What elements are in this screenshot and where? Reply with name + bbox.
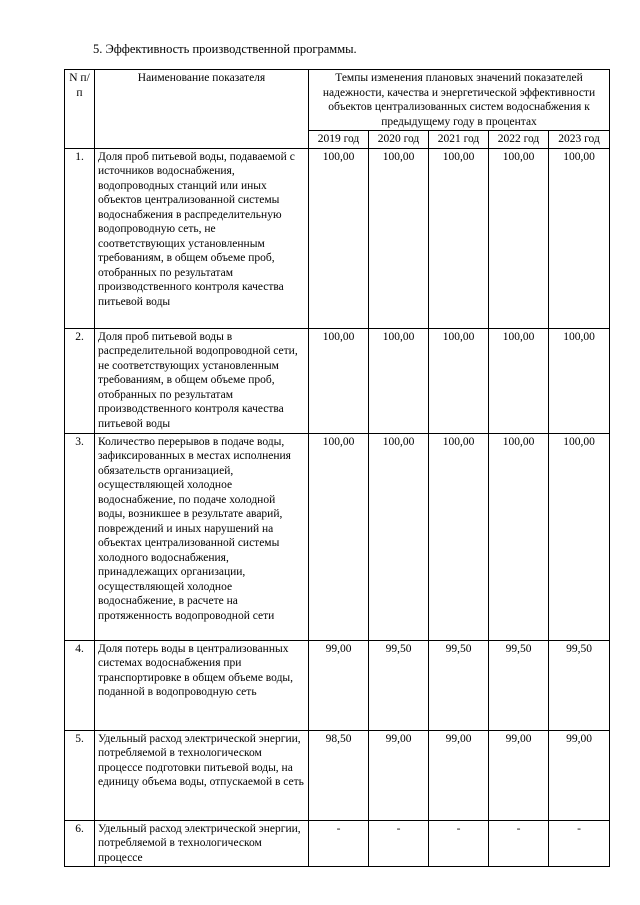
- value-cell: 98,50: [309, 730, 369, 820]
- indicator-name: Доля проб питьевой воды, подаваемой с источников водоснабжения, водопроводных станций или иных объектов централизованной системы водоснабжения в распределительную водопроводную сеть, не соответствующих установленным требованиям, в общем объеме проб, отобранных по результатам производственного контроля качества питьевой воды: [95, 148, 309, 328]
- row-number: 4.: [65, 640, 95, 730]
- indicator-name: Доля потерь воды в централизованных системах водоснабжения при транспортировке в общем объеме воды, поданной в водопроводную сеть: [95, 640, 309, 730]
- indicator-name: Количество перерывов в подаче воды, зафиксированных в местах исполнения обязательств организацией, осуществляющей холодное водоснабжение, по подаче холодной воды, возникшее в результате аварий, повреждений и иных нарушений на объектах централизованной системы холодного водоснабжения, принадлежащих организации, осуществляющей холодное водоснабжение, в расчете на протяженность водопроводной сети: [95, 433, 309, 640]
- value-cell: 100,00: [549, 433, 610, 640]
- column-header-number: N п/п: [65, 70, 95, 149]
- column-header-year: 2023 год: [549, 131, 610, 149]
- table-row: [65, 148, 610, 328]
- indicator-name: Удельный расход электрической энергии, потребляемой в технологическом процессе: [95, 820, 309, 867]
- indicator-name: Удельный расход электрической энергии, потребляемой в технологическом процессе подготовки питьевой воды, на единицу объема воды, отпускаемой в сеть: [95, 730, 309, 820]
- column-header-year: 2021 год: [429, 131, 489, 149]
- value-cell: -: [369, 820, 429, 867]
- column-header-year: 2020 год: [369, 131, 429, 149]
- value-cell: 99,50: [549, 640, 610, 730]
- row-number: 3.: [65, 433, 95, 640]
- value-cell: -: [429, 820, 489, 867]
- section-heading: 5. Эффективность производственной программы.: [93, 42, 357, 56]
- column-header-change-rates: Темпы изменения плановых значений показателей надежности, качества и энергетической эффективности объектов централизованных систем водоснабжения к предыдущему году в процентах: [309, 70, 610, 131]
- row-number: 2.: [65, 328, 95, 433]
- value-cell: 99,50: [369, 640, 429, 730]
- value-cell: 100,00: [369, 433, 429, 640]
- column-header-year: 2022 год: [489, 131, 549, 149]
- value-cell: 100,00: [429, 328, 489, 433]
- table-row: [65, 433, 610, 640]
- value-cell: 99,00: [369, 730, 429, 820]
- value-cell: 100,00: [489, 148, 549, 328]
- row-number: 6.: [65, 820, 95, 867]
- value-cell: 100,00: [489, 433, 549, 640]
- row-number: 5.: [65, 730, 95, 820]
- value-cell: 100,00: [549, 328, 610, 433]
- value-cell: 99,00: [549, 730, 610, 820]
- value-cell: 100,00: [369, 328, 429, 433]
- row-number: 1.: [65, 148, 95, 328]
- table-row: [65, 640, 610, 730]
- value-cell: -: [309, 820, 369, 867]
- value-cell: 100,00: [309, 433, 369, 640]
- value-cell: 99,00: [309, 640, 369, 730]
- value-cell: 99,00: [429, 730, 489, 820]
- value-cell: 100,00: [309, 328, 369, 433]
- indicator-name: Доля проб питьевой воды в распределительной водопроводной сети, не соответствующих установленным требованиям, в общем объеме проб, отобранных по результатам производственного контроля качества питьевой воды: [95, 328, 309, 433]
- value-cell: 100,00: [429, 148, 489, 328]
- column-header-year: 2019 год: [309, 131, 369, 149]
- column-header-indicator-name: Наименование показателя: [95, 70, 309, 149]
- table-row: [65, 328, 610, 433]
- value-cell: 100,00: [429, 433, 489, 640]
- table-row: [65, 820, 610, 867]
- table-row: [65, 730, 610, 820]
- value-cell: -: [489, 820, 549, 867]
- value-cell: -: [549, 820, 610, 867]
- value-cell: 99,50: [489, 640, 549, 730]
- value-cell: 99,00: [489, 730, 549, 820]
- value-cell: 100,00: [549, 148, 610, 328]
- value-cell: 100,00: [489, 328, 549, 433]
- efficiency-table: [64, 69, 610, 867]
- value-cell: 99,50: [429, 640, 489, 730]
- value-cell: 100,00: [369, 148, 429, 328]
- value-cell: 100,00: [309, 148, 369, 328]
